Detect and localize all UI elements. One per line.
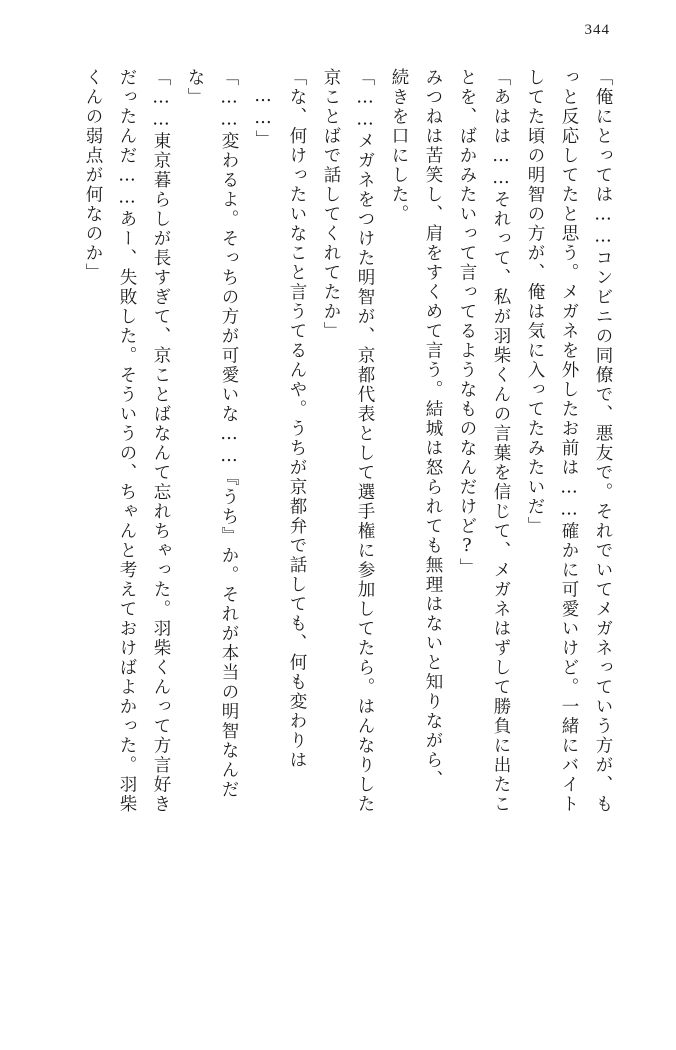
text-line: 「……東京暮らしが長すぎて、京ことばなんて忘れちゃった。羽柴くんって方言好き	[151, 68, 171, 814]
text-line: 「……変わるよ。そっちの方が可愛いな……『うち』か。それが本当の明智なんだ	[219, 68, 239, 800]
vertical-text-block	[52, 68, 620, 1006]
text-line: とを、ばかみたいって言ってるようなものなんだけど?」	[457, 68, 477, 578]
text-line: してた頃の明智の方が、俺は気に入ってたみたいだ」	[525, 68, 545, 536]
text-line: くんの弱点が何なのか」	[83, 68, 103, 283]
text-line: 「な、何けったいなこと言うてるんや。うちが京都弁で話しても、何も変わりは	[287, 68, 307, 770]
text-line: 「……メガネをつけた明智が、京都代表として選手権に参加してたら。はんなりした	[355, 68, 375, 814]
text-line: ……」	[253, 86, 273, 150]
text-line: 「俺にとっては……コンビニの同僚で、悪友で。それでいてメガネっていう方が、も	[593, 68, 613, 814]
text-line: みつねは苦笑し、肩をすくめて言う。結城は怒られても無理はないと知りながら、	[423, 68, 443, 790]
text-line: な」	[185, 68, 205, 107]
text-line: 京ことばで話してくれてたか」	[321, 68, 341, 341]
page-number: 344	[584, 22, 610, 38]
text-line: っと反応してたと思う。メガネを外したお前は……確かに可愛いけど。一緒にバイト	[559, 68, 579, 814]
text-line: 続きを口にした。	[389, 68, 409, 224]
text-line: だったんだ……あー、失敗した。そういうの、ちゃんと考えておけばよかった。羽柴	[117, 68, 137, 814]
text-line: 「あはは……それって、私が羽柴くんの言葉を信じて、メガネはずして勝負に出たこ	[491, 68, 511, 814]
